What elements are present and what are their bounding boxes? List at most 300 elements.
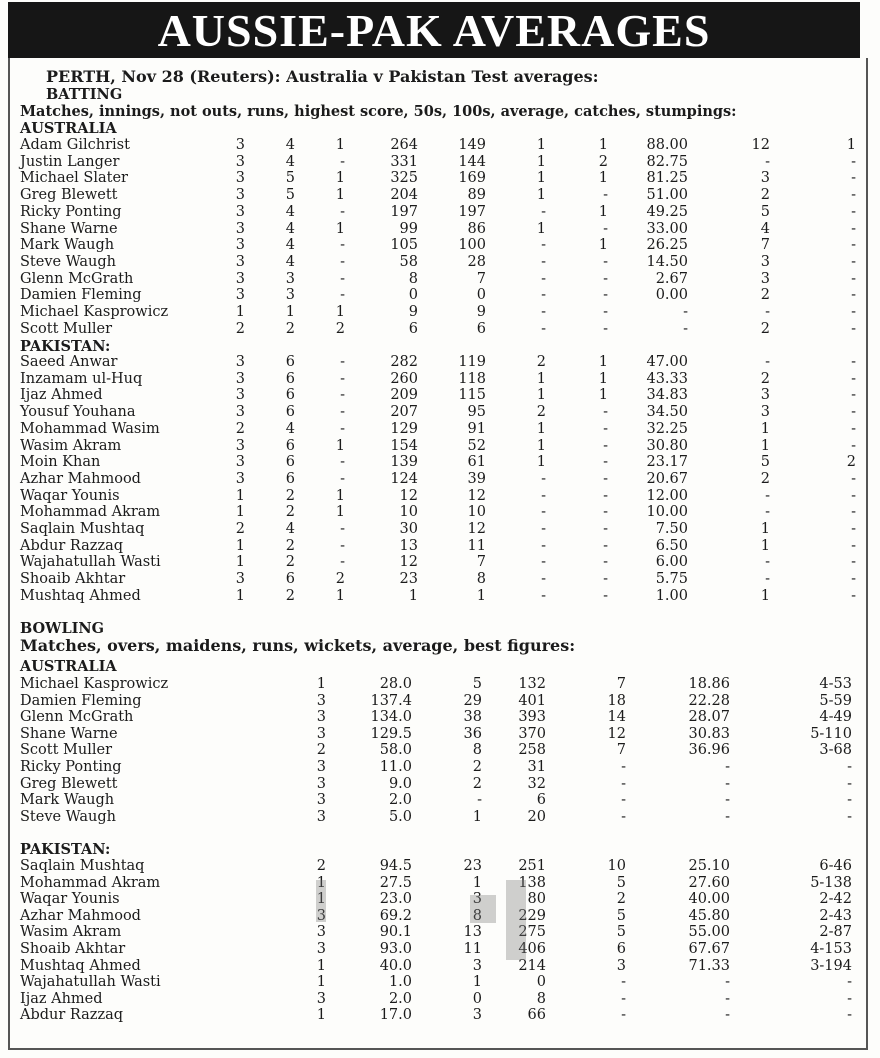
cell-runs: 31 — [527, 759, 546, 775]
cell-best-figures: - — [847, 808, 852, 825]
print-smudge — [316, 880, 326, 922]
cell-maidens: 8 — [472, 742, 482, 759]
cell-best-figures: 6-46 — [819, 858, 852, 874]
cell-maidens: 36 — [463, 725, 482, 742]
cell-maidens: 38 — [463, 709, 482, 726]
cell-innings: 2 — [285, 504, 295, 521]
cell-stumpings: - — [851, 170, 856, 187]
cell-average: 32.25 — [646, 420, 688, 437]
cell-hundreds: - — [603, 537, 608, 554]
cell-overs: 2.0 — [388, 792, 412, 809]
cell-runs: 132 — [518, 676, 546, 692]
cell-runs: 58 — [399, 253, 418, 270]
cell-runs: 10 — [399, 504, 418, 521]
cell-matches: 3 — [316, 759, 326, 775]
table-row — [0, 187, 880, 204]
bowling-pakistan-label-row — [0, 841, 880, 858]
cell-hundreds: - — [603, 470, 608, 487]
cell-innings: 6 — [285, 370, 295, 387]
cell-wickets: - — [621, 775, 626, 792]
player-name: Wasim Akram — [20, 437, 122, 454]
cell-runs: 32 — [527, 775, 546, 792]
cell-maidens: 29 — [463, 692, 482, 709]
cell-maidens: 3 — [472, 891, 482, 908]
cell-catches: 3 — [760, 404, 770, 421]
cell-maidens: 11 — [463, 941, 482, 957]
cell-innings: 2 — [285, 587, 295, 604]
cell-average: 2.67 — [655, 270, 688, 287]
dateline-row — [0, 68, 880, 85]
table-row — [0, 958, 880, 975]
cell-average: 10.00 — [646, 504, 688, 521]
cell-overs: 17.0 — [379, 1007, 412, 1024]
cell-not-outs: - — [340, 287, 345, 304]
player-name: Wajahatullah Wasti — [20, 974, 161, 991]
cell-fifties: 1 — [536, 387, 546, 404]
cell-fifties: 1 — [536, 454, 546, 471]
table-row — [0, 941, 880, 958]
cell-runs: 154 — [390, 437, 418, 454]
cell-catches: - — [765, 304, 770, 320]
cell-best-figures: - — [847, 759, 852, 775]
player-name: Inzamam ul-Huq — [20, 370, 143, 387]
cell-overs: 69.2 — [379, 907, 412, 924]
cell-not-outs: - — [340, 253, 345, 270]
cell-catches: - — [765, 504, 770, 521]
cell-runs: 80 — [527, 891, 546, 908]
cell-matches: 3 — [235, 387, 245, 404]
player-name: Mark Waugh — [20, 792, 115, 809]
table-row — [0, 504, 880, 521]
cell-hundreds: 1 — [598, 237, 608, 254]
cell-average: 40.00 — [688, 891, 730, 908]
cell-catches: 2 — [760, 320, 770, 337]
cell-maidens: 5 — [472, 676, 482, 692]
cell-overs: 2.0 — [388, 990, 412, 1007]
cell-not-outs: - — [340, 470, 345, 487]
cell-matches: 3 — [235, 253, 245, 270]
player-name: Glenn McGrath — [20, 270, 134, 287]
cell-not-outs: 1 — [335, 587, 345, 604]
cell-highest-score: 119 — [458, 354, 486, 370]
bowling-australia-label-row — [0, 658, 880, 675]
cell-runs: 260 — [390, 370, 418, 387]
cell-wickets: 10 — [607, 858, 626, 874]
player-name: Michael Kasprowicz — [20, 676, 169, 692]
cell-hundreds: - — [603, 404, 608, 421]
cell-highest-score: 169 — [458, 170, 486, 187]
cell-average: 34.83 — [646, 387, 688, 404]
table-row — [0, 809, 880, 826]
player-name: Greg Blewett — [20, 187, 118, 204]
cell-highest-score: 7 — [476, 554, 486, 571]
cell-hundreds: - — [603, 437, 608, 454]
table-row — [0, 875, 880, 892]
cell-fifties: - — [541, 253, 546, 270]
cell-overs: 5.0 — [388, 808, 412, 825]
cell-stumpings: - — [851, 470, 856, 487]
cell-fifties: 1 — [536, 420, 546, 437]
cell-catches: 7 — [760, 237, 770, 254]
cell-best-figures: 4-153 — [810, 941, 852, 957]
cell-hundreds: - — [603, 420, 608, 437]
cell-matches: 3 — [235, 370, 245, 387]
cell-fifties: 1 — [536, 170, 546, 187]
player-name: Ricky Ponting — [20, 203, 122, 220]
cell-wickets: 3 — [616, 957, 626, 974]
cell-hundreds: 2 — [598, 153, 608, 170]
cell-fifties: - — [541, 304, 546, 320]
cell-not-outs: - — [340, 237, 345, 254]
cell-catches: - — [765, 487, 770, 504]
cell-not-outs: - — [340, 454, 345, 471]
cell-highest-score: 11 — [467, 537, 486, 554]
cell-average: - — [725, 759, 730, 775]
cell-not-outs: - — [340, 354, 345, 370]
cell-runs: 401 — [518, 692, 546, 709]
cell-highest-score: 52 — [467, 437, 486, 454]
cell-average: 7.50 — [655, 521, 688, 537]
cell-wickets: 5 — [616, 874, 626, 891]
cell-fifties: - — [541, 270, 546, 287]
bowling-australia-label: AUSTRALIA — [20, 658, 117, 675]
cell-highest-score: 12 — [467, 487, 486, 504]
table-row — [0, 571, 880, 588]
cell-matches: 3 — [235, 187, 245, 204]
cell-matches: 3 — [316, 941, 326, 957]
player-name: Mohammad Wasim — [20, 420, 160, 437]
bowling-columns: Matches, overs, maidens, runs, wickets, average, best figures: — [20, 636, 576, 655]
player-name: Shoaib Akhtar — [20, 941, 126, 957]
cell-runs: 105 — [390, 237, 418, 254]
cell-average: 34.50 — [646, 404, 688, 421]
cell-stumpings: - — [851, 387, 856, 404]
cell-overs: 11.0 — [379, 759, 412, 775]
cell-runs: 275 — [518, 924, 546, 941]
cell-average: 6.50 — [655, 537, 688, 554]
cell-overs: 94.5 — [379, 858, 412, 874]
cell-runs: 12 — [399, 554, 418, 571]
cell-fifties: - — [541, 237, 546, 254]
cell-matches: 3 — [235, 137, 245, 153]
cell-catches: - — [765, 571, 770, 588]
cell-innings: 4 — [285, 220, 295, 237]
cell-highest-score: 95 — [467, 404, 486, 421]
cell-overs: 137.4 — [370, 692, 412, 709]
cell-catches: 5 — [760, 203, 770, 220]
cell-innings: 4 — [285, 420, 295, 437]
cell-fifties: 2 — [536, 354, 546, 370]
cell-catches: 5 — [760, 454, 770, 471]
cell-matches: 3 — [235, 170, 245, 187]
table-row — [0, 204, 880, 221]
cell-matches: 1 — [316, 957, 326, 974]
cell-fifties: - — [541, 537, 546, 554]
cell-average: 81.25 — [646, 170, 688, 187]
cell-not-outs: - — [340, 370, 345, 387]
cell-average: 30.83 — [688, 725, 730, 742]
table-row — [0, 693, 880, 710]
cell-matches: 3 — [316, 692, 326, 709]
table-row — [0, 891, 880, 908]
batting-pakistan-label-row — [0, 338, 880, 355]
cell-overs: 58.0 — [379, 742, 412, 759]
cell-average: 30.80 — [646, 437, 688, 454]
cell-innings: 1 — [285, 304, 295, 320]
cell-matches: 3 — [316, 775, 326, 792]
cell-stumpings: - — [851, 504, 856, 521]
cell-not-outs: - — [340, 153, 345, 170]
player-name: Damien Fleming — [20, 692, 142, 709]
cell-innings: 6 — [285, 387, 295, 404]
cell-runs: 251 — [518, 858, 546, 874]
cell-fifties: - — [541, 504, 546, 521]
table-row — [0, 908, 880, 925]
table-row — [0, 991, 880, 1008]
cell-innings: 6 — [285, 571, 295, 588]
cell-matches: 1 — [235, 537, 245, 554]
cell-stumpings: 2 — [846, 454, 856, 471]
cell-stumpings: - — [851, 404, 856, 421]
cell-matches: 3 — [316, 792, 326, 809]
cell-maidens: 13 — [463, 924, 482, 941]
cell-runs: 0 — [536, 974, 546, 991]
cell-catches: - — [765, 554, 770, 571]
table-row — [0, 371, 880, 388]
table-row — [0, 154, 880, 171]
table-row — [0, 438, 880, 455]
cell-not-outs: - — [340, 404, 345, 421]
cell-runs: 204 — [390, 187, 418, 204]
table-row — [0, 137, 880, 154]
cell-innings: 2 — [285, 320, 295, 337]
cell-best-figures: 2-42 — [819, 891, 852, 908]
cell-wickets: - — [621, 990, 626, 1007]
cell-innings: 2 — [285, 537, 295, 554]
cell-runs: 207 — [390, 404, 418, 421]
player-name: Adam Gilchrist — [20, 137, 130, 153]
cell-best-figures: 4-49 — [819, 709, 852, 726]
cell-stumpings: - — [851, 554, 856, 571]
cell-average: 33.00 — [646, 220, 688, 237]
cell-not-outs: - — [340, 420, 345, 437]
table-row — [0, 538, 880, 555]
table-row — [0, 354, 880, 371]
cell-average: 71.33 — [688, 957, 730, 974]
cell-not-outs: 1 — [335, 504, 345, 521]
cell-innings: 6 — [285, 354, 295, 370]
cell-stumpings: - — [851, 587, 856, 604]
print-smudge — [470, 895, 496, 923]
table-row — [0, 304, 880, 321]
player-name: Mushtaq Ahmed — [20, 957, 141, 974]
table-row — [0, 1007, 880, 1024]
player-name: Shane Warne — [20, 725, 118, 742]
cell-not-outs: - — [340, 203, 345, 220]
player-name: Steve Waugh — [20, 253, 116, 270]
cell-hundreds: 1 — [598, 170, 608, 187]
cell-not-outs: 1 — [335, 187, 345, 204]
cell-matches: 1 — [235, 504, 245, 521]
cell-maidens: 1 — [472, 874, 482, 891]
cell-fifties: 1 — [536, 220, 546, 237]
table-row — [0, 588, 880, 605]
cell-wickets: 14 — [607, 709, 626, 726]
cell-wickets: 12 — [607, 725, 626, 742]
cell-maidens: 2 — [472, 759, 482, 775]
player-name: Moin Khan — [20, 454, 101, 471]
cell-hundreds: - — [603, 454, 608, 471]
cell-runs: 124 — [390, 470, 418, 487]
cell-fifties: - — [541, 521, 546, 537]
cell-hundreds: - — [603, 304, 608, 320]
cell-matches: 2 — [316, 742, 326, 759]
cell-highest-score: 149 — [458, 137, 486, 153]
cell-average: 22.28 — [688, 692, 730, 709]
table-row — [0, 792, 880, 809]
cell-innings: 6 — [285, 454, 295, 471]
cell-best-figures: 5-59 — [819, 692, 852, 709]
cell-matches: 3 — [235, 470, 245, 487]
cell-stumpings: - — [851, 354, 856, 370]
cell-matches: 3 — [235, 354, 245, 370]
cell-overs: 1.0 — [388, 974, 412, 991]
cell-runs: 23 — [399, 571, 418, 588]
cell-not-outs: 2 — [335, 320, 345, 337]
cell-average: 26.25 — [646, 237, 688, 254]
cell-stumpings: - — [851, 320, 856, 337]
table-row — [0, 488, 880, 505]
cell-stumpings: - — [851, 153, 856, 170]
cell-overs: 27.5 — [379, 874, 412, 891]
cell-best-figures: 5-110 — [810, 725, 852, 742]
cell-average: 27.60 — [688, 874, 730, 891]
cell-innings: 6 — [285, 470, 295, 487]
player-name: Mohammad Akram — [20, 874, 161, 891]
cell-stumpings: - — [851, 537, 856, 554]
cell-catches: 1 — [760, 420, 770, 437]
player-name: Mohammad Akram — [20, 504, 161, 521]
cell-average: 23.17 — [646, 454, 688, 471]
player-name: Glenn McGrath — [20, 709, 134, 726]
cell-highest-score: 10 — [467, 504, 486, 521]
cell-matches: 3 — [235, 404, 245, 421]
cell-average: - — [725, 775, 730, 792]
cell-hundreds: 1 — [598, 137, 608, 153]
bowling-heading: BOWLING — [20, 620, 105, 637]
cell-matches: 3 — [316, 907, 326, 924]
cell-matches: 1 — [235, 487, 245, 504]
table-row — [0, 776, 880, 793]
cell-stumpings: - — [851, 370, 856, 387]
cell-average: 25.10 — [688, 858, 730, 874]
table-row — [0, 170, 880, 187]
cell-highest-score: 28 — [467, 253, 486, 270]
cell-maidens: 0 — [472, 990, 482, 1007]
cell-not-outs: 2 — [335, 571, 345, 588]
cell-overs: 28.0 — [379, 676, 412, 692]
cell-highest-score: 197 — [458, 203, 486, 220]
cell-fifties: - — [541, 571, 546, 588]
table-row — [0, 924, 880, 941]
cell-matches: 3 — [316, 709, 326, 726]
cell-wickets: - — [621, 1007, 626, 1024]
player-name: Greg Blewett — [20, 775, 118, 792]
cell-average: - — [725, 808, 730, 825]
cell-innings: 4 — [285, 137, 295, 153]
cell-maidens: 8 — [472, 907, 482, 924]
cell-runs: 8 — [408, 270, 418, 287]
cell-highest-score: 100 — [458, 237, 486, 254]
cell-not-outs: 1 — [335, 220, 345, 237]
cell-hundreds: 1 — [598, 354, 608, 370]
table-row — [0, 287, 880, 304]
cell-average: - — [725, 974, 730, 991]
cell-runs: 6 — [408, 320, 418, 337]
cell-hundreds: - — [603, 287, 608, 304]
cell-runs: 138 — [518, 874, 546, 891]
cell-hundreds: - — [603, 220, 608, 237]
cell-matches: 3 — [235, 454, 245, 471]
batting-australia-label: AUSTRALIA — [20, 120, 117, 137]
cell-hundreds: - — [603, 587, 608, 604]
cell-overs: 40.0 — [379, 957, 412, 974]
cell-innings: 4 — [285, 153, 295, 170]
cell-runs: 139 — [390, 454, 418, 471]
cell-best-figures: 5-138 — [810, 874, 852, 891]
cell-stumpings: - — [851, 437, 856, 454]
cell-catches: - — [765, 153, 770, 170]
cell-runs: 325 — [390, 170, 418, 187]
cell-hundreds: - — [603, 187, 608, 204]
player-name: Azhar Mahmood — [20, 470, 141, 487]
cell-fifties: 1 — [536, 153, 546, 170]
player-name: Abdur Razzaq — [20, 537, 124, 554]
cell-stumpings: - — [851, 237, 856, 254]
cell-runs: 214 — [518, 957, 546, 974]
cell-average: 88.00 — [646, 137, 688, 153]
cell-average: - — [725, 1007, 730, 1024]
cell-catches: 2 — [760, 370, 770, 387]
cell-average: - — [725, 792, 730, 809]
cell-average: 45.80 — [688, 907, 730, 924]
player-name: Scott Muller — [20, 320, 113, 337]
cell-catches: 3 — [760, 170, 770, 187]
player-name: Shoaib Akhtar — [20, 571, 126, 588]
cell-innings: 2 — [285, 554, 295, 571]
cell-wickets: 7 — [616, 676, 626, 692]
cell-maidens: 1 — [472, 974, 482, 991]
table-row — [0, 726, 880, 743]
cell-innings: 5 — [285, 170, 295, 187]
cell-wickets: - — [621, 808, 626, 825]
cell-hundreds: 1 — [598, 203, 608, 220]
player-name: Shane Warne — [20, 220, 118, 237]
cell-wickets: 18 — [607, 692, 626, 709]
cell-stumpings: - — [851, 287, 856, 304]
cell-average: 20.67 — [646, 470, 688, 487]
cell-runs: 258 — [518, 742, 546, 759]
table-row — [0, 254, 880, 271]
cell-maidens: 2 — [472, 775, 482, 792]
cell-matches: 3 — [235, 203, 245, 220]
batting-pakistan-label: PAKISTAN: — [20, 338, 111, 355]
cell-catches: 2 — [760, 470, 770, 487]
cell-wickets: 5 — [616, 924, 626, 941]
cell-average: 51.00 — [646, 187, 688, 204]
player-name: Wajahatullah Wasti — [20, 554, 161, 571]
player-name: Yousuf Youhana — [20, 404, 136, 421]
